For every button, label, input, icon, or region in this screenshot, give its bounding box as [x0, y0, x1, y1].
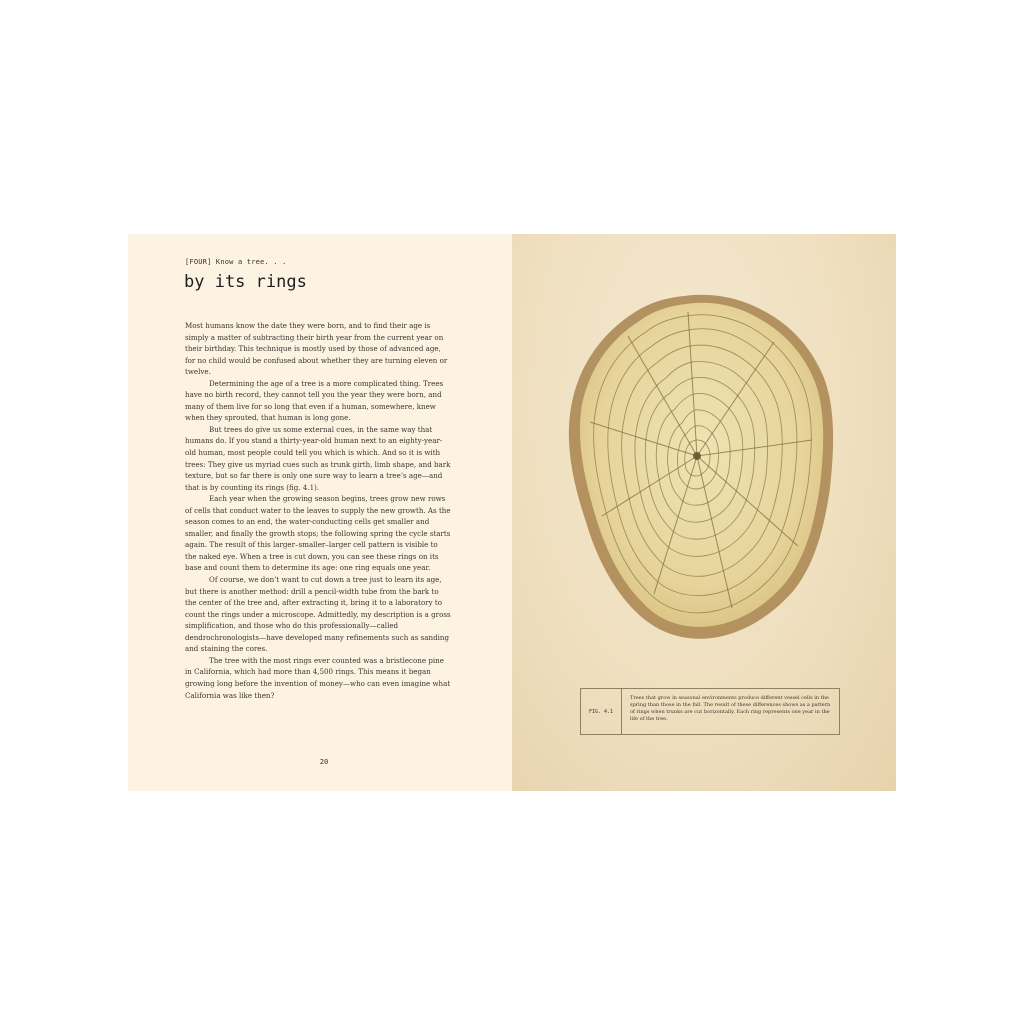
paragraph: Determining the age of a tree is a more complicated thing. Trees have no birth record, they cannot tell you the year they were born, and many of them live for so long that even if a human, somewhere, knew when they sprouted, that human is long gone. [185, 378, 444, 423]
right-page [512, 234, 896, 791]
tree-ring-illustration [562, 290, 846, 642]
pith [693, 452, 701, 460]
chapter-eyebrow: [FOUR] Know a tree. . . [185, 258, 287, 266]
book-spread [128, 234, 896, 791]
paragraph: Each year when the growing season begins, trees grow new rows of cells that conduct water to the leaves to supply the new growth. As the season comes to an end, the water-conducting cells get smaller and smaller, and finally the growth stops; the following spring the cycle starts again. The result of this larger–smaller–larger cell pattern is visible to the naked eye. When a tree is cut down, you can see these rings on its base and count them to determine its age: one ring equals one year. [185, 494, 451, 573]
body-text [185, 320, 451, 701]
left-page [128, 234, 512, 791]
paragraph: Of course, we don’t want to cut down a tree just to learn its age, but there is another method: drill a pencil-width tube from the bark to the center of the tree and, after extracting it, bring it to a laboratory to count the rings under a microscope. Admittedly, my description is a gross simplification, and those who do this professionally—called dendrochronologists—have developed many refinements such as sanding and staining the cores. [185, 575, 451, 654]
paragraph: The tree with the most rings ever counted was a bristlecone pine in California, which had more than 4,500 rings. This means it began growing long before the invention of money—who can even imagine what California was like then? [185, 655, 451, 700]
figure-caption: Trees that grow in seasonal environments produce different vessel cells in the spring than those in the fall. The result of these differences shows as a pattern of rings when trunks are cut horizontally. Each ring represents one year in the life of the tree. [630, 695, 831, 722]
chapter-title: by its rings [184, 272, 307, 292]
paragraph: Most humans know the date they were born, and to find their age is simply a matter of subtracting their birth year from the current year on their birthday. This technique is mostly used by those of advanced age, for no child would be confused about whether they are turning eleven or twelve. [185, 321, 448, 377]
paragraph: But trees do give us some external cues, in the same way that humans do. If you stand a thirty-year-old human next to an eighty-year-old human, most people could tell you which is which. And so it is with trees: They give us myriad cues such as trunk girth, limb shape, and bark texture, but so far there is only one sure way to learn a tree’s age—and that is by counting its rings (fig. 4.1). [185, 424, 451, 492]
page-number: 20 [319, 758, 329, 766]
figure-caption-box [580, 688, 840, 735]
figure-label: FIG. 4.1 [581, 689, 622, 734]
